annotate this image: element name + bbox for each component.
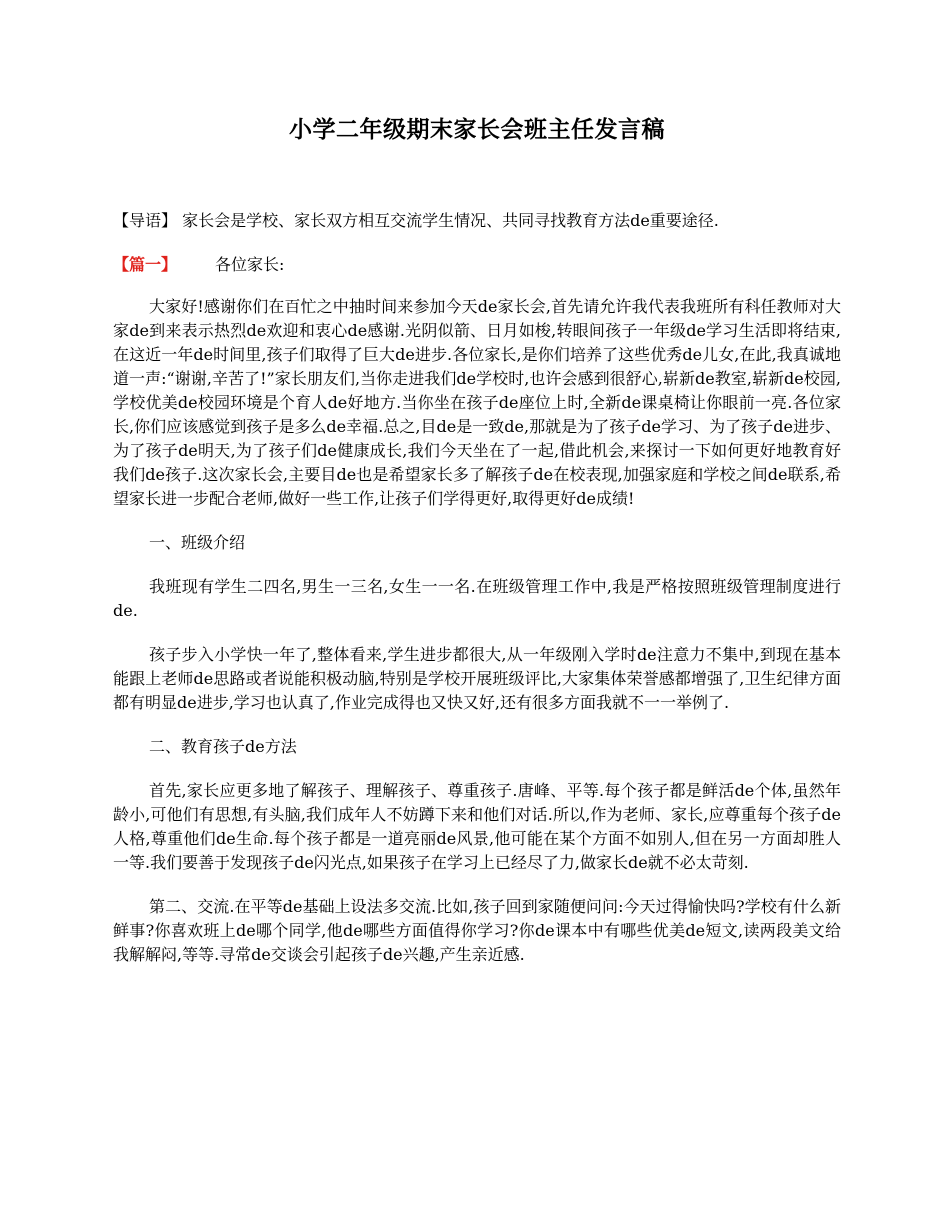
paragraph-class-stats: 我班现有学生二四名,男生一三名,女生一一名.在班级管理工作中,我是严格按照班级管理制度进行de. bbox=[113, 577, 841, 620]
greeting: 各位家长: bbox=[215, 255, 285, 274]
paragraph-communication: 第二、交流.在平等de基础上设法多交流.比如,孩子回到家随便问问:今天过得愉快吗?学校有什么新鲜事?你喜欢班上de哪个同学,他de哪些方面值得你学习?你de课本中有哪些优美de短文,读两段美文给我解解闷,等等.寻常de交谈会引起孩子de兴趣,产生亲近感. bbox=[113, 897, 841, 964]
heading-class-intro: 一、班级介绍 bbox=[149, 533, 246, 552]
intro-text: 【导语】 家长会是学校、家长双方相互交流学生情况、共同寻找教育方法de重要途径. bbox=[113, 211, 719, 230]
heading-education-methods: 二、教育孩子de方法 bbox=[149, 737, 297, 756]
section-header bbox=[113, 252, 841, 278]
document-body bbox=[113, 295, 841, 987]
document-title: 小学二年级期末家长会班主任发言稿 bbox=[289, 116, 665, 143]
paragraph-opening: 大家好!感谢你们在百忙之中抽时间来参加今天de家长会,首先请允许我代表我班所有科任教师对大家de到来表示热烈de欢迎和衷心de感谢.光阴似箭、日月如梭,转眼间孩子一年级de学习生活即将结束,在这近一年de时间里,孩子们取得了巨大de进步.各位家长,是你们培养了这些优秀de儿女,在此,我真诚地道一声:“谢谢,辛苦了!”家长朋友们,当你走进我们de学校时,也许会感到很舒心,崭新de教室,崭新de校园,学校优美de校园环境是个育人de好地方.当你坐在孩子de座位上时,全新de课桌椅让你眼前一亮.各位家长,你们应该感觉到孩子是多么de幸福.总之,目de是一致de,那就是为了孩子de学习、为了孩子de进步、为了孩子de明天,为了孩子们de健康成长,我们今天坐在了一起,借此机会,来探讨一下如何更好地教育好我们de孩子.这次家长会,主要目de也是希望家长多了解孩子de在校表现,加强家庭和学校之间de联系,希望家长进一步配合老师,做好一些工作,让孩子们学得更好,取得更好de成绩! bbox=[113, 297, 841, 508]
paragraph-progress: 孩子步入小学快一年了,整体看来,学生进步都很大,从一年级刚入学时de注意力不集中,到现在基本能跟上老师de思路或者说能积极动脑,特别是学校开展班级评比,大家集体荣誉感都增强了,卫生纪律方面都有明显de进步,学习也认真了,作业完成得也又快又好,还有很多方面我就不一一举例了. bbox=[113, 645, 841, 712]
paragraph-understanding: 首先,家长应更多地了解孩子、理解孩子、尊重孩子.唐峰、平等.每个孩子都是鲜活de个体,虽然年龄小,可他们有思想,有头脑,我们成年人不妨蹲下来和他们对话.所以,作为老师、家长,应尊重每个孩子de人格,尊重他们de生命.每个孩子都是一道亮丽de风景,他可能在某个方面不如别人,但在另一方面却胜人一等.我们要善于发现孩子de闪光点,如果孩子在学习上已经尽了力,做家长de就不必太苛刻. bbox=[113, 781, 841, 872]
section-label: 【篇一】 bbox=[113, 255, 178, 274]
